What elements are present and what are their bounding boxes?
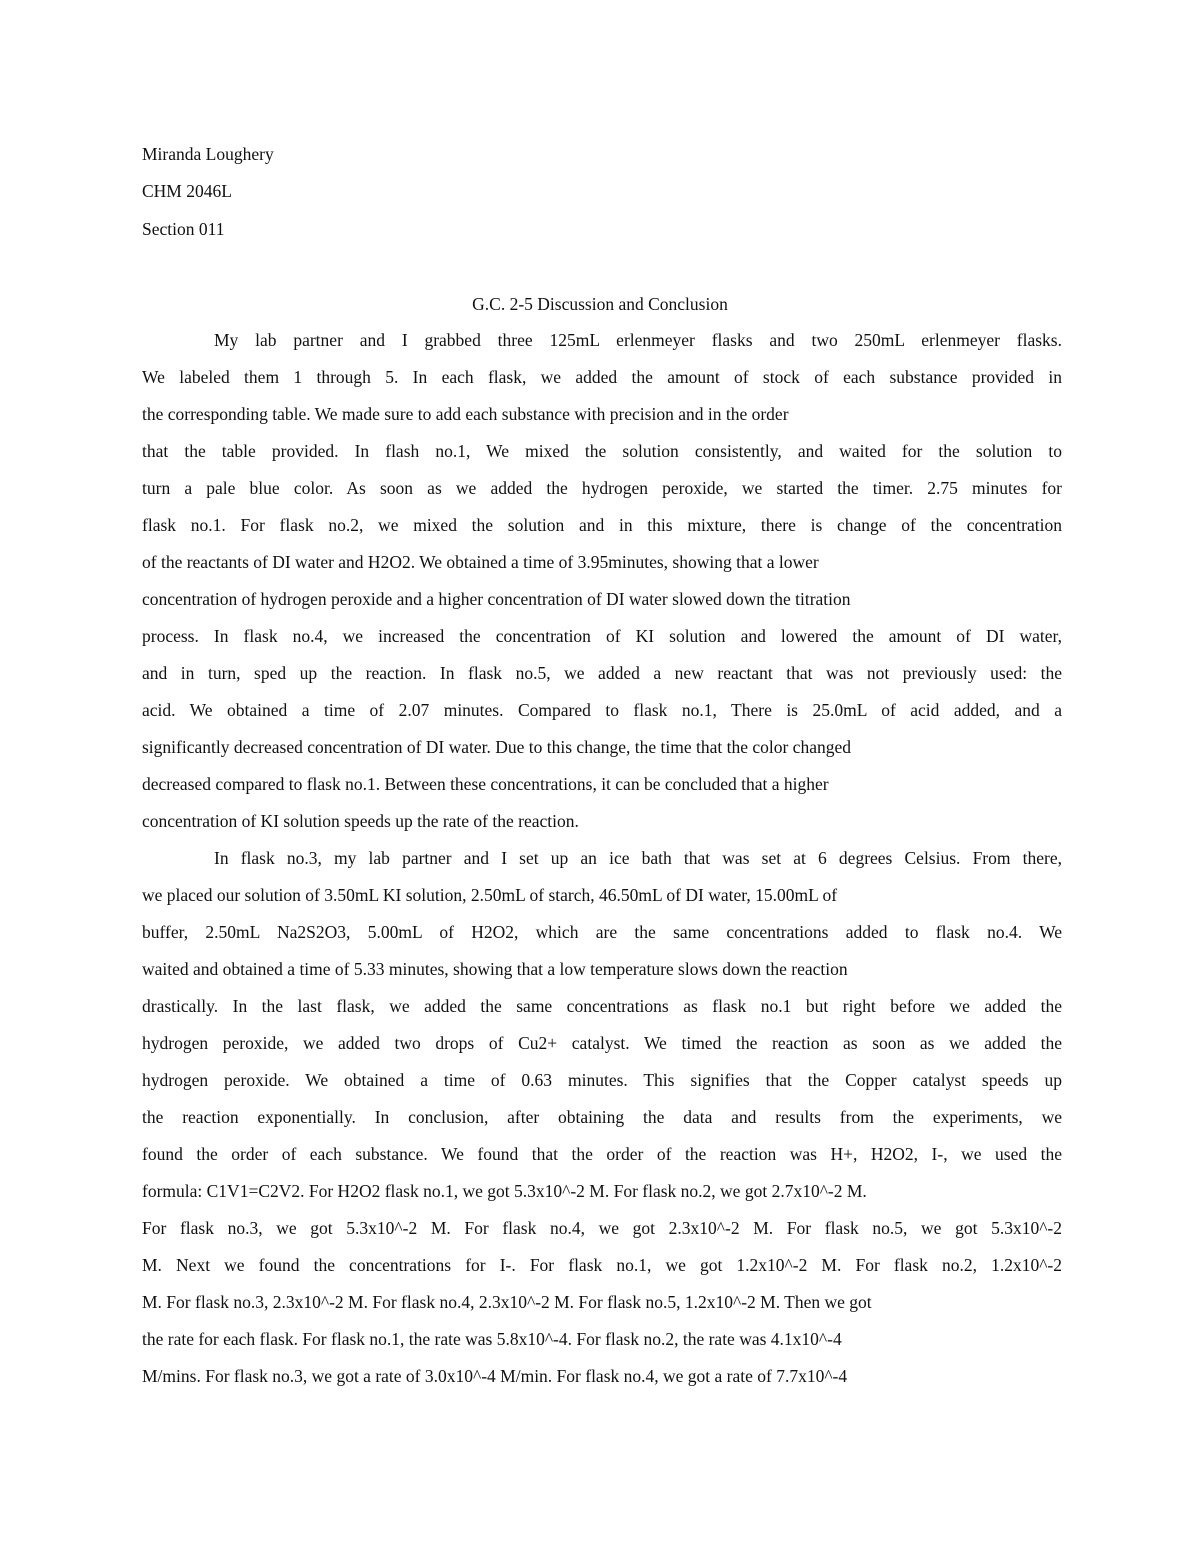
body-line: turn a pale blue color. As soon as we added the hydrogen peroxide, we started the timer. 2.75 minutes for [142, 478, 1062, 498]
body-line: hydrogen peroxide, we added two drops of Cu2+ catalyst. We timed the reaction as soon as we added the [142, 1033, 1062, 1053]
body-line: hydrogen peroxide. We obtained a time of 0.63 minutes. This signifies that the Copper catalyst speeds up [142, 1070, 1062, 1090]
author-name: Miranda Loughery [142, 144, 274, 164]
body-line: found the order of each substance. We found that the order of the reaction was H+, H2O2, I-, we used the [142, 1144, 1062, 1164]
body-line: of the reactants of DI water and H2O2. We obtained a time of 3.95minutes, showing that a lower [142, 552, 819, 572]
body-line: that the table provided. In flash no.1, We mixed the solution consistently, and waited for the solution to [142, 441, 1062, 461]
body-line: acid. We obtained a time of 2.07 minutes. Compared to flask no.1, There is 25.0mL of acid added, and a [142, 700, 1062, 720]
body-line: the corresponding table. We made sure to add each substance with precision and in the order [142, 404, 789, 424]
body-line: M. Next we found the concentrations for I-. For flask no.1, we got 1.2x10^-2 M. For flask no.2, 1.2x10^-2 [142, 1255, 1062, 1275]
body-line: flask no.1. For flask no.2, we mixed the solution and in this mixture, there is change of the concentration [142, 515, 1062, 535]
body-line: concentration of hydrogen peroxide and a higher concentration of DI water slowed down the titration [142, 589, 851, 609]
body-line: drastically. In the last flask, we added the same concentrations as flask no.1 but right before we added the [142, 996, 1062, 1016]
body-line: significantly decreased concentration of DI water. Due to this change, the time that the color changed [142, 737, 851, 757]
body-line: In flask no.3, my lab partner and I set up an ice bath that was set at 6 degrees Celsius. From there, [214, 848, 1062, 868]
body-line: My lab partner and I grabbed three 125mL erlenmeyer flasks and two 250mL erlenmeyer flasks. [214, 330, 1062, 350]
section-number: Section 011 [142, 219, 225, 239]
body-line: M. For flask no.3, 2.3x10^-2 M. For flask no.4, 2.3x10^-2 M. For flask no.5, 1.2x10^-2 M. Then we got [142, 1292, 872, 1312]
document-title: G.C. 2-5 Discussion and Conclusion [472, 294, 728, 314]
body-line: decreased compared to flask no.1. Between these concentrations, it can be concluded that a higher [142, 774, 829, 794]
document-body [142, 328, 1062, 1401]
body-line: concentration of KI solution speeds up the rate of the reaction. [142, 811, 579, 831]
body-line: We labeled them 1 through 5. In each flask, we added the amount of stock of each substance provided in [142, 367, 1062, 387]
body-line: the reaction exponentially. In conclusion, after obtaining the data and results from the experiments, we [142, 1107, 1062, 1127]
body-line: M/mins. For flask no.3, we got a rate of 3.0x10^-4 M/min. For flask no.4, we got a rate of 7.7x10^-4 [142, 1366, 848, 1386]
body-line: For flask no.3, we got 5.3x10^-2 M. For flask no.4, we got 2.3x10^-2 M. For flask no.5, we got 5.3x10^-2 [142, 1218, 1062, 1238]
body-line: and in turn, sped up the reaction. In flask no.5, we added a new reactant that was not previously used: the [142, 663, 1062, 683]
course-code: CHM 2046L [142, 181, 232, 201]
body-line: waited and obtained a time of 5.33 minutes, showing that a low temperature slows down the reaction [142, 959, 848, 979]
body-line: process. In flask no.4, we increased the concentration of KI solution and lowered the amount of DI water, [142, 626, 1062, 646]
body-line: we placed our solution of 3.50mL KI solution, 2.50mL of starch, 46.50mL of DI water, 15.00mL of [142, 885, 838, 905]
body-line: the rate for each flask. For flask no.1, the rate was 5.8x10^-4. For flask no.2, the rate was 4.1x10^-4 [142, 1329, 842, 1349]
body-line: buffer, 2.50mL Na2S2O3, 5.00mL of H2O2, which are the same concentrations added to flask no.4. We [142, 922, 1062, 942]
body-line: formula: C1V1=C2V2. For H2O2 flask no.1, we got 5.3x10^-2 M. For flask no.2, we got 2.7x10^-2 M. [142, 1181, 867, 1201]
